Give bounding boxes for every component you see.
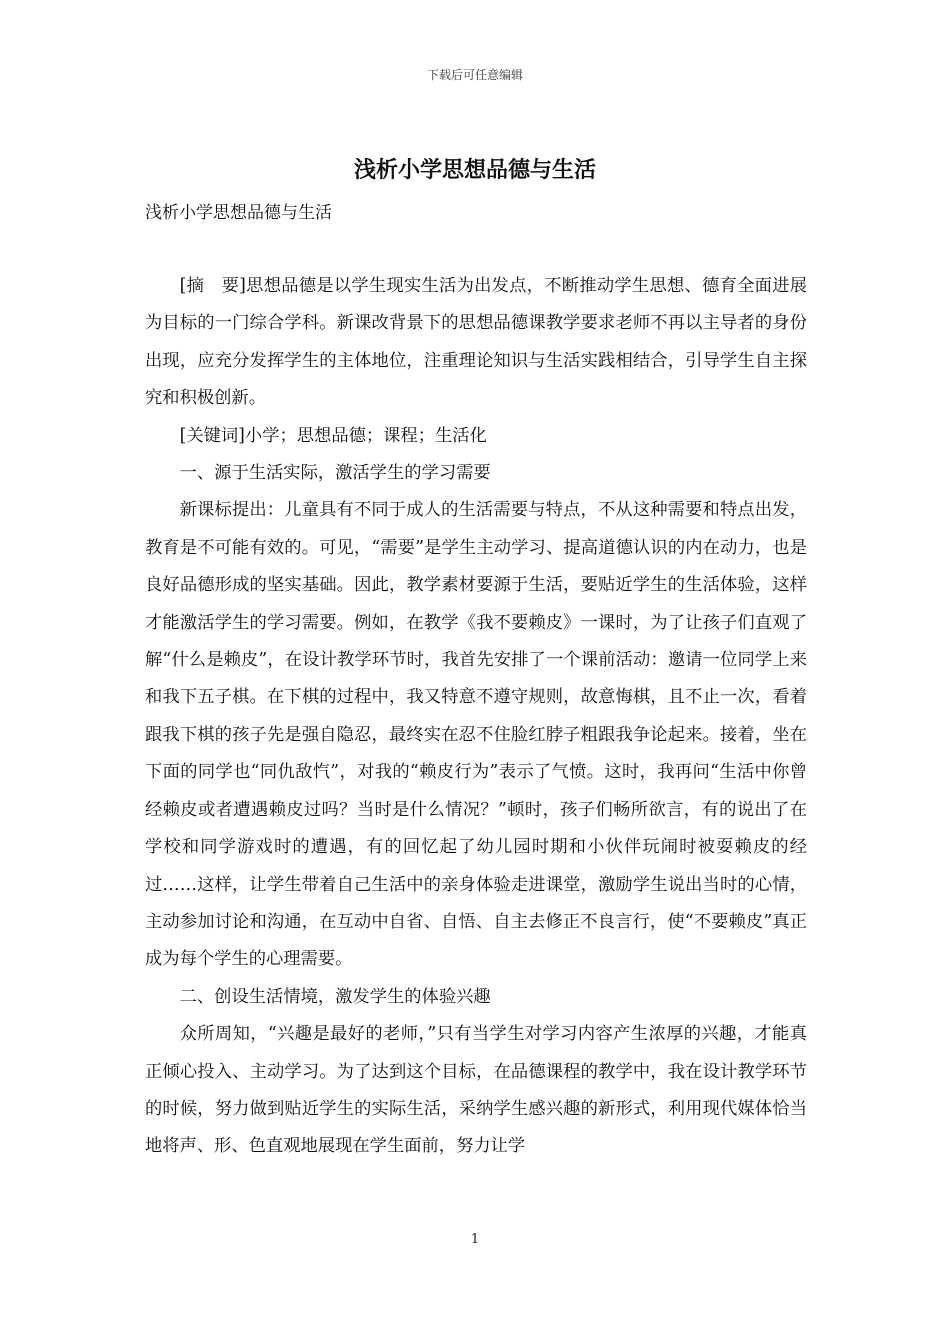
section-1-paragraph: 新课标提出：儿童具有不同于成人的生活需要与特点，不从这种需要和特点出发，教育是不可能有效的。可见，“需要”是学生主动学习、提高道德认识的内在动力，也是良好品德形成的坚实基础。因此，教学素材要源于生活，要贴近学生的生活体验，这样才能激活学生的学习需要。例如，在教学《我不要赖皮》一课时，为了让孩子们直观了解“什么是赖皮”，在设计教学环节时，我首先安排了一个课前活动：邀请一位同学上来和我下五子棋。在下棋的过程中，我又特意不遵守规则，故意悔棋，且不止一次，看着跟我下棋的孩子先是强自隐忍，最终实在忍不住脸红脖子粗跟我争论起来。接着，坐在下面的同学也“同仇敌忾”，对我的“赖皮行为”表示了气愤。这时，我再问“生活中你曾经赖皮或者遭遇赖皮过吗？当时是什么情况？”顿时，孩子们畅所欲言，有的说出了在学校和同学游戏时的遭遇，有的回忆起了幼儿园时期和小伙伴玩闹时被耍赖皮的经过……这样，让学生带着自己生活中的亲身体验走进课堂，激励学生说出当时的心情，主动参加讨论和沟通，在互动中自省、自悟、自主去修正不良言行，使“不要赖皮”真正成为每个学生的心理需要。	[145, 500, 807, 970]
abstract-paragraph: [摘 要]思想品德是以学生现实生活为出发点，不断推动学生思想、德育全面进展为目标的一门综合学科。新课改背景下的思想品德课教学要求老师不再以主导者的身份出现，应充分发挥学生的主体地位，注重理论知识与生活实践相结合，引导学生自主探究和积极创新。	[145, 276, 807, 409]
page-number: 1	[470, 1232, 480, 1247]
document-title: 浅析小学思想品德与生活	[353, 157, 596, 183]
document-body	[145, 268, 807, 1166]
document-subtitle: 浅析小学思想品德与生活	[145, 203, 332, 223]
header-note: 下载后可任意编辑	[426, 68, 523, 82]
keywords-paragraph: [关键词]小学；思想品德；课程；生活化	[179, 425, 487, 446]
section-heading-2: 二、创设生活情境，激发学生的体验兴趣	[179, 986, 491, 1007]
section-heading-1: 一、源于生活实际，激活学生的学习需要	[179, 463, 491, 484]
section-2-paragraph: 众所周知，“兴趣是最好的老师，”只有当学生对学习内容产生浓厚的兴趣，才能真正倾心投入、主动学习。为了达到这个目标，在品德课程的教学中，我在设计教学环节的时候，努力做到贴近学生的实际生活，采纳学生感兴趣的新形式，利用现代媒体恰当地将声、形、色直观地展现在学生面前，努力让学	[145, 1024, 807, 1157]
